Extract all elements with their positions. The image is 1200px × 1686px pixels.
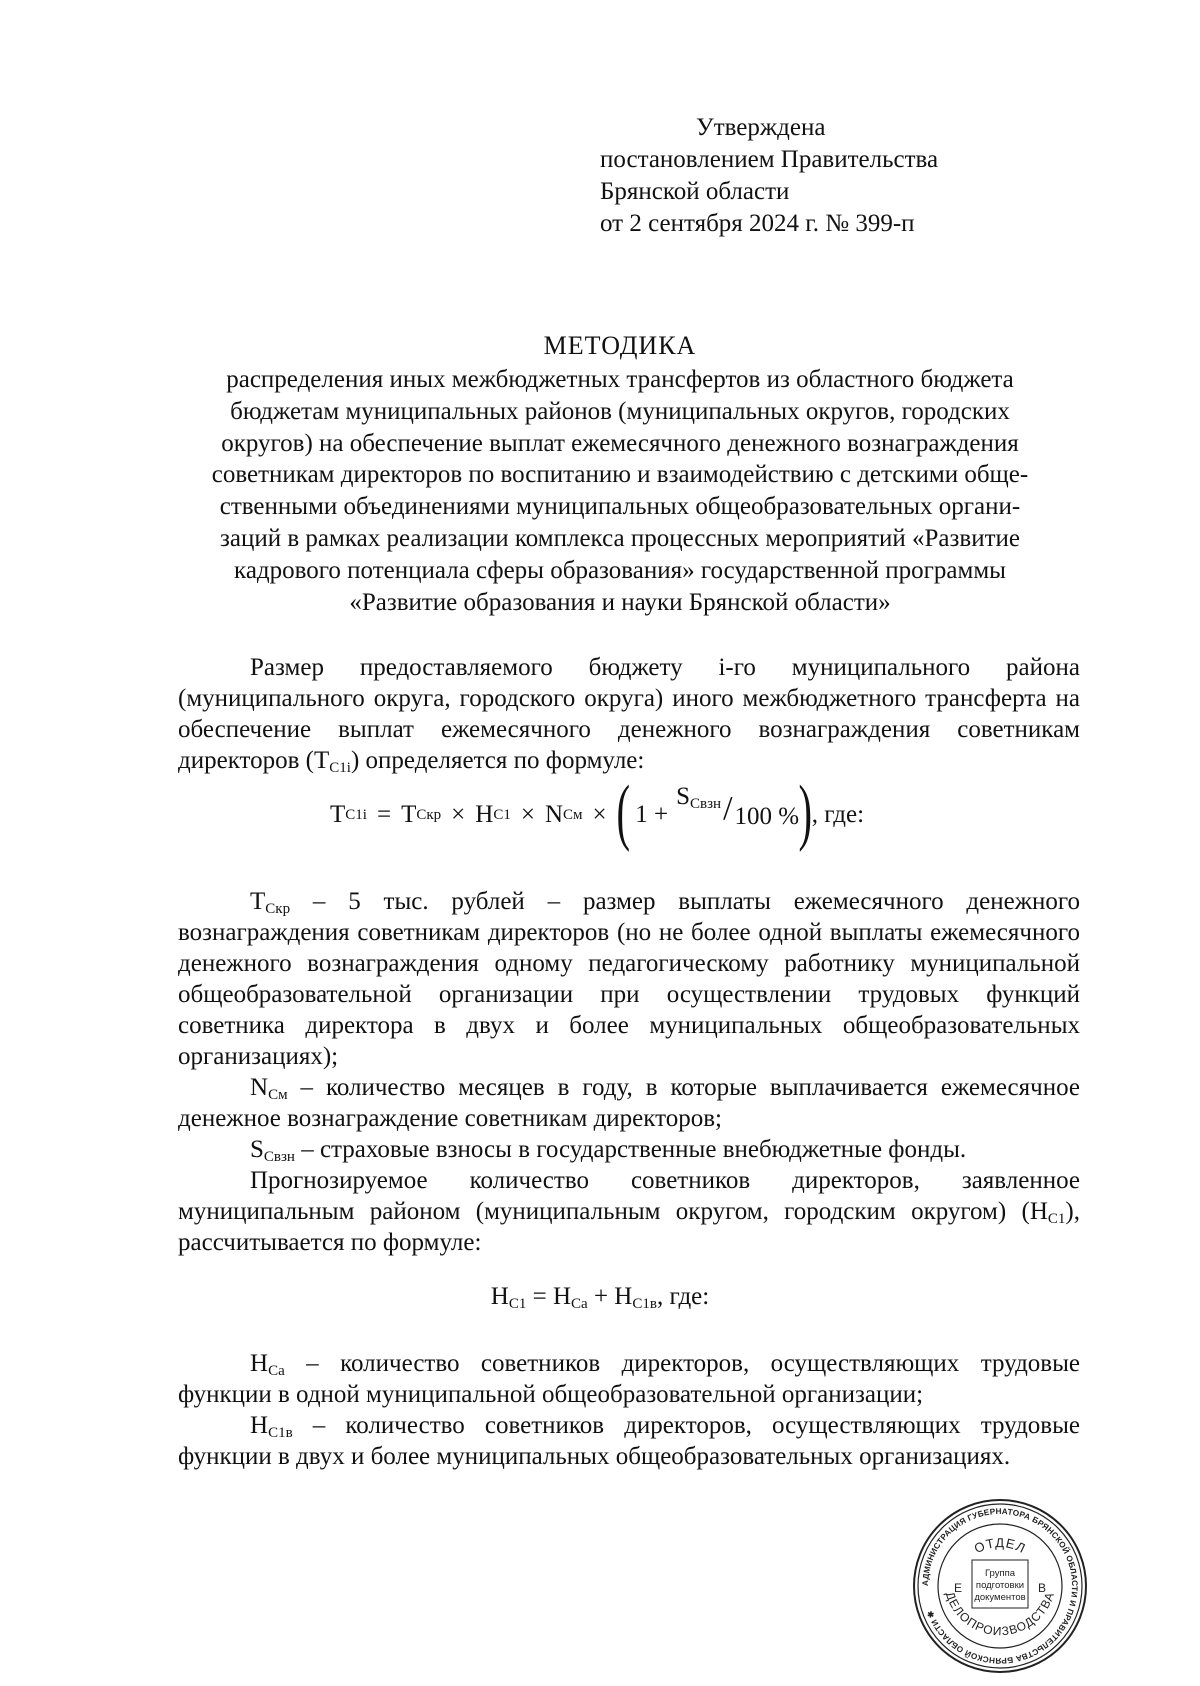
definitions-block bbox=[178, 886, 1080, 1258]
intro-paragraph: Размер предоставляемого бюджету i-го муниципального района (муниципального округа, городского округа) иного межбюджетного трансферта на обеспечение выплат ежемесячного денежного вознаграждения советникам директоров $(Т_{С1i})$ определяется по формуле: bbox=[178, 654, 1080, 776]
formula-advisors: $Н_{С1} = Н_{Са} + Н_{С1в}$, где: bbox=[490, 1283, 710, 1312]
definition-nc1v: $Н_{С1в}$ – количество советников директоров, осуществляющих трудовые функции в двух и более муниципальных общеобразовательных организациях. bbox=[178, 1412, 1080, 1470]
approval-line-3: Брянской области bbox=[600, 178, 790, 205]
title-line: бюджетам муниципальных районов (муниципальных округов, городских bbox=[230, 397, 1010, 425]
svg-text:ОТДЕЛ: ОТДЕЛ bbox=[971, 1535, 1029, 1557]
svg-text:Е: Е bbox=[953, 1581, 963, 1595]
svg-text:АДМИНИСТРАЦИЯ ГУБЕРНАТОРА БРЯН: АДМИНИСТРАЦИЯ ГУБЕРНАТОРА БРЯНСКОЙ ОБЛАСТИ И ПРАВИТЕЛЬСТВА БРЯНСКОЙ ОБЛАСТИ ✱ bbox=[920, 1506, 1080, 1666]
approval-line-4: от 2 сентября 2024 г. № 399-п bbox=[600, 210, 915, 237]
svg-text:документов: документов bbox=[974, 1592, 1026, 1603]
formula-transfer: Т С1i = Т Скр × Н С1 × N См × ( 1 + $S_{Свзн}$ / 100 % ) , где: bbox=[330, 771, 865, 853]
title-line: кадрового потенциала сферы образования» государственной программы bbox=[234, 556, 1006, 584]
title-heading: МЕТОДИКА bbox=[543, 331, 697, 360]
title-line: округов) на обеспечение выплат ежемесячного денежного вознаграждения bbox=[221, 429, 1019, 457]
title-line: ственными объединениями муниципальных общеобразовательных органи- bbox=[219, 493, 1021, 521]
title-line: «Развитие образования и науки Брянской области» bbox=[349, 588, 891, 616]
approval-line-1: Утверждена bbox=[696, 114, 826, 141]
definition-nca: $Н_{Са}$ – количество советников директоров, осуществляющих трудовые функции в одной муниципальной общеобразовательной организации; bbox=[178, 1350, 1080, 1408]
svg-text:Группа: Группа bbox=[984, 1568, 1016, 1579]
definition-ncm: $N_{См}$ – количество месяцев в году, в которые выплачивается ежемесячное денежное вознаграждение советникам директоров; bbox=[178, 1074, 1080, 1132]
title-line: советникам директоров по воспитанию и взаимодействию с детскими обще- bbox=[211, 461, 1029, 489]
document-title bbox=[170, 330, 1070, 618]
forecast-paragraph: Прогнозируемое количество советников директоров, заявленное муниципальным районом (муниципальным округом, городским округом) $(Н_{С1})$, рассчитывается по формуле: bbox=[178, 1167, 1080, 1256]
definition-tskr: $Т_{Скр} - 5$ тыс. рублей – размер выплаты ежемесячного денежного вознаграждения советникам директоров (но не более одной выплаты ежемесячного денежного вознаграждения одному педагогическому работнику муниципальной общеобразовательной организации при осуществлении трудовых функций советника директора в двух и более муниципальных общеобразовательных организациях); bbox=[178, 888, 1080, 1070]
title-line: заций в рамках реализации комплекса процессных мероприятий «Развитие bbox=[220, 524, 1020, 552]
svg-text:ДЕЛОПРОИЗВОДСТВА: ДЕЛОПРОИЗВОДСТВА bbox=[942, 1589, 1058, 1639]
svg-text:В: В bbox=[1037, 1581, 1047, 1595]
definition-svzn: $S_{Свзн}$ – страховые взносы в государственные внебюджетные фонды. bbox=[250, 1136, 967, 1165]
office-stamp bbox=[912, 1498, 1088, 1674]
definitions-block-2 bbox=[178, 1348, 1080, 1472]
fraction: $S_{Свзн}$ / 100 % bbox=[676, 783, 800, 830]
svg-text:подготовки: подготовки bbox=[975, 1580, 1025, 1591]
approval-block bbox=[600, 112, 938, 240]
approval-line-2: постановлением Правительства bbox=[600, 146, 939, 173]
title-line: распределения иных межбюджетных трансфертов из областного бюджета bbox=[226, 366, 1014, 393]
